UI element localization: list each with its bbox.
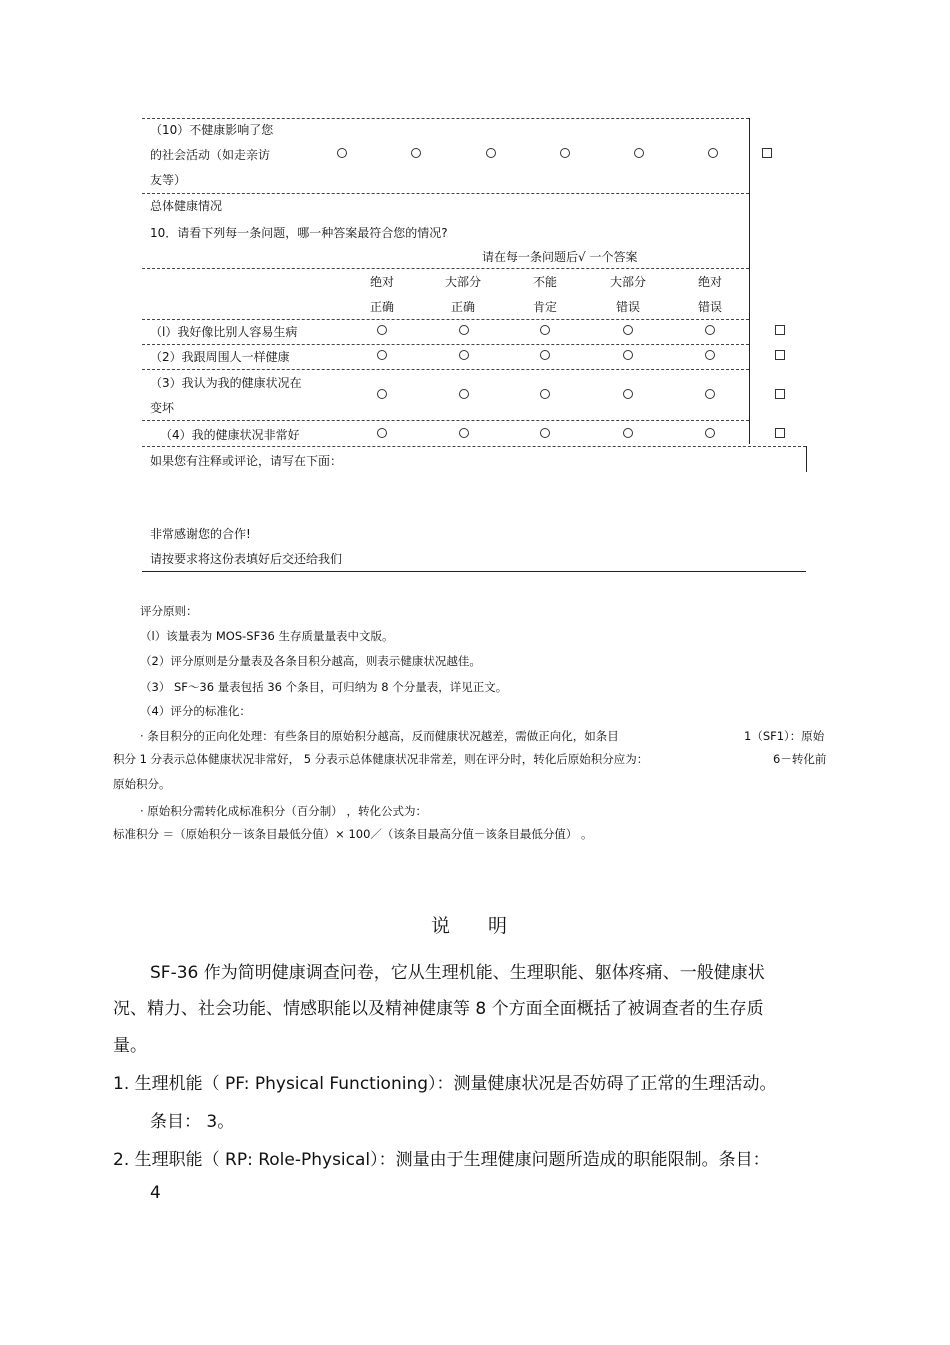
radio-option[interactable] [540,389,550,399]
radio-option[interactable] [540,325,550,335]
radio-option[interactable] [705,350,715,360]
radio-option[interactable] [623,350,633,360]
bullet-1-line1: · 条目积分的正向化处理：有些条目的原始积分越高，反而健康状况越差，需做正向化，如条目 [140,729,619,743]
item-label: （3）我认为我的健康状况在 [150,376,302,390]
radio-option[interactable] [459,389,469,399]
table-divider [142,118,749,119]
radio-option[interactable] [377,350,387,360]
column-header: 大部分 错误 [609,275,646,314]
checkbox[interactable] [775,350,785,360]
intro-line1: SF-36 作为简明健康调查问卷，它从生理机能、生理职能、躯体疼痛、一般健康状 [150,963,765,983]
list-item-2-sub: 4 [150,1183,161,1203]
thanks-text: 非常感谢您的合作! [150,527,251,541]
section-title: 总体健康情况 [150,199,223,213]
radio-option[interactable] [459,350,469,360]
bullet-2-line1: · 原始积分需转化成标准积分（百分制） ，转化公式为： [140,804,427,818]
table-divider [142,193,749,194]
radio-option[interactable] [540,428,550,438]
radio-option[interactable] [705,389,715,399]
intro-line2: 况、精力、社会功能、情感职能以及精神健康等 8 个方面全面概括了被调查者的生存质 [113,999,764,1019]
checkbox[interactable] [762,148,772,158]
bullet-1-line1-tail: 1（SF1）：原始 [744,729,825,743]
item-label: （4）我的健康状况非常好 [160,428,300,442]
intro-line3: 量。 [113,1036,147,1056]
q9-item10-line2: 的社会活动（如走亲访 [150,148,271,162]
checkbox[interactable] [775,325,785,335]
table-divider [142,319,749,320]
radio-option[interactable] [377,428,387,438]
radio-option[interactable] [705,325,715,335]
bullet-1-line3: 原始积分。 [113,777,171,791]
section-bottom-rule [142,571,806,572]
table-divider [142,369,749,370]
list-item-2: 2. 生理职能（ RP: Role-Physical）：测量由于生理健康问题所造成的职能限制。条目： [113,1150,770,1170]
question-text: 10．请看下列每一条问题，哪一种答案最符合您的情况? [150,226,448,240]
scoring-point-1: （l）该量表为 MOS-SF36 生存质量量表中文版。 [140,629,394,643]
item-label-cont: 变坏 [150,401,175,415]
list-item-1-sub: 条目： 3。 [150,1112,235,1132]
column-header: 绝对 正确 [369,275,394,314]
column-header: 大部分 正确 [444,275,481,314]
radio-option[interactable] [540,350,550,360]
q9-item10-line1: （10）不健康影响了您 [150,123,274,137]
return-note: 请按要求将这份表填好后交还给我们 [150,552,343,566]
checkbox[interactable] [775,428,785,438]
item-label: （2）我跟周围人一样健康 [150,350,290,364]
radio-option[interactable] [705,428,715,438]
item-label: （l）我好像比别人容易生病 [150,325,298,339]
list-item-1: 1. 生理机能（ PF: Physical Functioning）：测量健康状况是否妨碍了正常的生理活动。 [113,1074,777,1094]
table-divider [142,268,749,269]
radio-option[interactable] [708,148,718,158]
bullet-1-line2: 积分 1 分表示总体健康状况非常好， 5 分表示总体健康状况非常差，则在评分时，转化后原始积分应为： [113,752,649,766]
scoring-point-4: （4）评分的标准化： [140,704,251,718]
bullet-1-line2-tail: 6－转化前 [773,752,827,766]
scoring-point-2: （2）评分原则是分量表及各条目积分越高，则表示健康状况越佳。 [140,654,481,668]
radio-option[interactable] [377,389,387,399]
table-divider [142,446,806,447]
table-divider [142,420,749,421]
formula: 标准积分 ＝（原始积分－该条目最低分值）× 100／（该条目最高分值－该条目最低分值） 。 [113,827,593,841]
radio-option[interactable] [337,148,347,158]
scoring-title: 评分原则： [140,604,198,618]
scoring-point-3: （3） SF～36 量表包括 36 个条目，可归纳为 8 个分量表，详见正文。 [140,680,508,694]
radio-option[interactable] [623,325,633,335]
q9-item10-line3: 友等） [150,173,187,187]
radio-option[interactable] [411,148,421,158]
table-divider [142,344,749,345]
radio-option[interactable] [623,389,633,399]
instruction-text: 请在每一条问题后√ 一个答案 [482,250,638,264]
radio-option[interactable] [377,325,387,335]
radio-option[interactable] [623,428,633,438]
radio-option[interactable] [560,148,570,158]
radio-option[interactable] [486,148,496,158]
column-header: 不能 肯定 [532,275,557,314]
page-title: 说 明 [431,915,508,937]
comment-box-border [806,446,807,472]
column-header: 绝对 错误 [697,275,722,314]
radio-option[interactable] [459,325,469,335]
comment-prompt: 如果您有注释或评论，请写在下面： [150,454,343,468]
radio-option[interactable] [634,148,644,158]
checkbox[interactable] [775,389,785,399]
radio-option[interactable] [459,428,469,438]
table-right-border [749,118,750,444]
